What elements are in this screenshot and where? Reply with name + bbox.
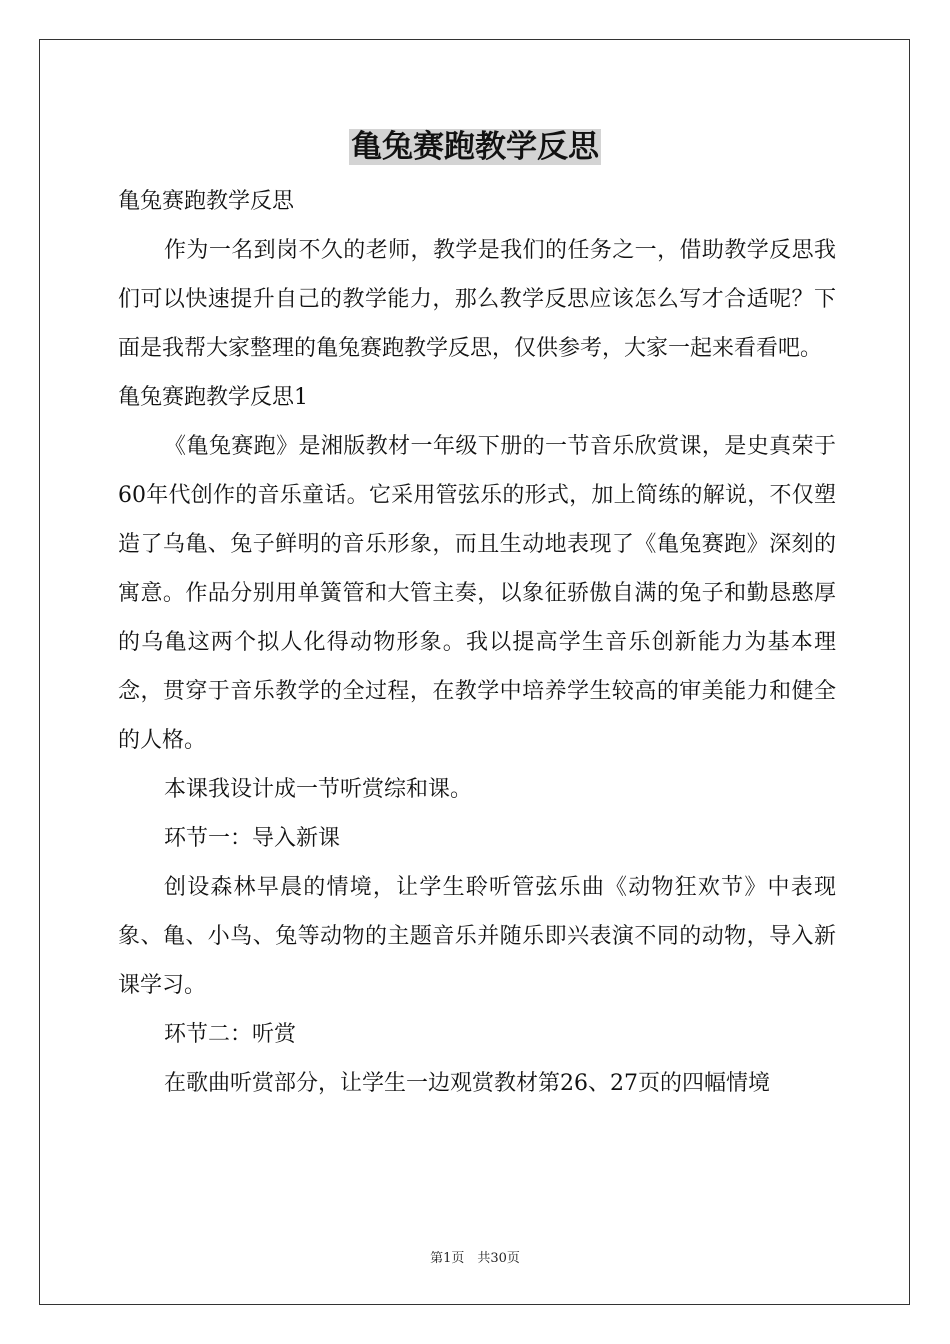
section-heading: 亀兔赛跑教学反思 bbox=[118, 189, 295, 214]
page-footer: 第1页 共30页 bbox=[430, 1251, 520, 1266]
body-paragraph: 作为一名到岗不久的老师，教学是我们的任务之一，借助教学反思我们可以快速提升自己的教学能力，那么教学反思应该怎么写才合适呢？下面是我帮大家整理的亀兔赛跑教学反思，仅供参考，大家一起来看看吧。 bbox=[118, 238, 836, 361]
body-paragraph: 《亀兔赛跑》是湘版教材一年级下册的一节音乐欣赏课，是史真荣于60年代创作的音乐童话。它采用管弦乐的形式，加上简练的解说，不仅塑造了乌亀、兔子鲜明的音乐形象，而且生动地表现了《亀兔赛跑》深刻的寓意。作品分别用单簧管和大管主奏，以象征骄傲自满的兔子和勤恳憨厚的乌亀这两个拟人化得动物形象。我以提高学生音乐创新能力为基本理念，贯穿于音乐教学的全过程，在教学中培养学生较高的审美能力和健全的人格。 bbox=[118, 434, 836, 753]
body-paragraph: 环节二：听赏 bbox=[164, 1022, 297, 1047]
document-body bbox=[118, 177, 836, 1108]
body-paragraph: 创设森林早晨的情境，让学生聆听管弦乐曲《动物狂欢节》中表现象、亀、小鸟、兔等动物的主题音乐并随乐即兴表演不同的动物，导入新课学习。 bbox=[118, 875, 836, 998]
body-paragraph: 在歌曲听赏部分，让学生一边观赏教材第26、27页的四幅情境 bbox=[164, 1071, 770, 1096]
body-paragraph: 环节一：导入新课 bbox=[164, 826, 341, 851]
body-paragraph: 本课我设计成一节听赏综和课。 bbox=[164, 777, 473, 802]
section-heading: 亀兔赛跑教学反思1 bbox=[118, 385, 308, 410]
document-title-text: 亀兔赛跑教学反思 bbox=[351, 129, 599, 165]
document-title bbox=[0, 126, 950, 168]
